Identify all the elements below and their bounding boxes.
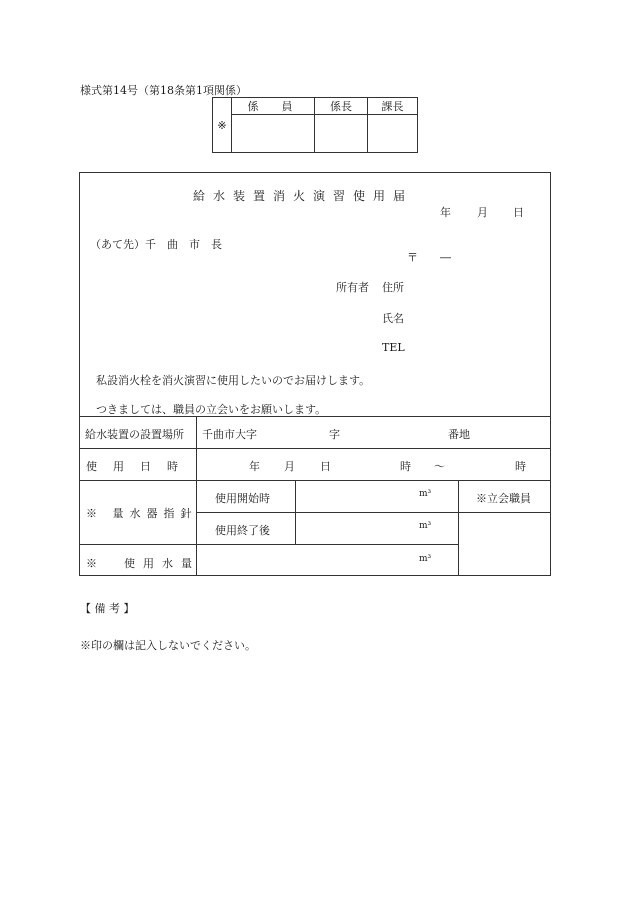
datetime-hour-start: 時 (400, 460, 411, 473)
date-month: 月 (477, 206, 488, 219)
row-divider (79, 448, 551, 449)
meter-end-unit: m³ (419, 521, 432, 531)
location-banchi: 番地 (448, 428, 470, 441)
tel-label: TEL (382, 341, 405, 354)
location-city[interactable]: 千曲市大字 (202, 428, 257, 441)
row-divider (79, 480, 551, 481)
owner-label: 所有者 (336, 281, 369, 294)
col-divider (295, 480, 296, 544)
location-aza: 字 (329, 428, 340, 441)
meter-end-label: 使用終了後 (215, 524, 270, 537)
date-day: 日 (513, 206, 524, 219)
remarks-heading: 【 備 考 】 (80, 602, 135, 615)
row-divider (196, 512, 458, 513)
datetime-label: 使用日時 (86, 460, 194, 473)
stamp-cell-staff[interactable] (232, 115, 315, 153)
form-number: 様式第14号（第18条第1項関係） (80, 84, 247, 97)
meter-start-label: 使用開始時 (215, 492, 270, 505)
approval-stamp-box (212, 97, 418, 153)
statement-line-2: つきましては、職員の立会いをお願いします。 (96, 403, 327, 416)
datetime-hour-end: 時 (515, 460, 526, 473)
date-year: 年 (440, 206, 451, 219)
postal-code-field[interactable]: 〒 ― (407, 251, 451, 264)
address-label: 住所 (382, 281, 404, 294)
datetime-tilde: ～ (434, 460, 445, 473)
stamp-cell-chief[interactable] (315, 115, 368, 153)
stamp-header-chief: 係長 (315, 98, 368, 115)
col-divider (196, 416, 197, 576)
row-divider (79, 544, 458, 545)
statement-line-1: 私設消火栓を消火演習に使用したいのでお届けします。 (96, 374, 371, 387)
name-label: 氏名 (382, 312, 404, 325)
location-label: 給水装置の設置場所 (85, 428, 184, 441)
datetime-day: 日 (320, 460, 331, 473)
usage-label: ※ 使用水量 (86, 557, 200, 570)
stamp-mark: ※ (213, 98, 232, 153)
remarks-note: ※印の欄は記入しないでください。 (80, 639, 256, 652)
col-divider (458, 480, 459, 576)
form-title: 給水装置消火演習使用届 (193, 189, 414, 203)
addressee: （あて先）千 曲 市 長 (90, 238, 222, 251)
meter-label: ※ 量水器指針 (86, 507, 198, 520)
stamp-header-manager: 課長 (368, 98, 418, 115)
row-divider (458, 512, 551, 513)
stamp-header-staff: 係 員 (232, 98, 315, 115)
datetime-month: 月 (284, 460, 295, 473)
stamp-cell-manager[interactable] (368, 115, 418, 153)
usage-unit: m³ (419, 554, 432, 564)
meter-start-unit: m³ (419, 489, 432, 499)
witness-label: ※立会職員 (476, 492, 531, 505)
datetime-year: 年 (249, 460, 260, 473)
